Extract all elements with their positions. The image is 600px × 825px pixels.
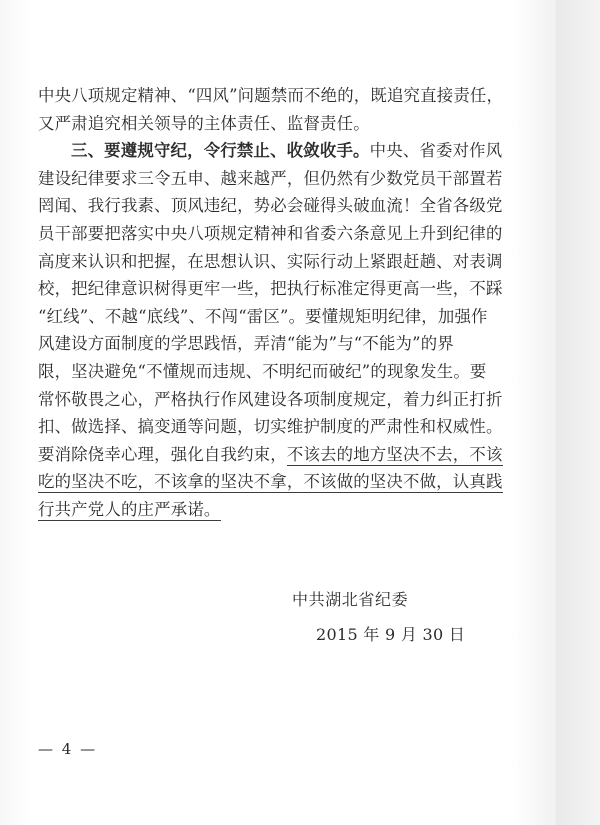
underlined-text: 行共产党人的庄严承诺。	[38, 499, 221, 519]
paragraph-2-line-14	[38, 496, 474, 524]
paragraph-2-first-rest: 中央、省委对作风	[369, 141, 503, 161]
document-body	[38, 82, 504, 524]
paragraph-2-line-1	[38, 137, 503, 165]
paragraph-1-line-2: 又严肃追究相关领导的主体责任、监督责任。	[38, 113, 370, 133]
underlined-text: 不该去的地方坚决不去，不该	[286, 444, 503, 464]
scan-margin	[556, 0, 600, 825]
paragraph-2-line-12	[38, 441, 503, 469]
paragraph-2-line: “红线”、不越“底线”、不闯“雷区”。要懂规矩明纪律，加强作	[38, 306, 488, 326]
underlined-text: 吃的坚决不吃，不该拿的坚决不拿，不该做的坚决不做，认真践	[38, 472, 503, 492]
paragraph-2-line: 员干部要把落实中央八项规定精神和省委六条意见上升到纪律的	[38, 223, 503, 243]
paragraph-2-line: 校，把纪律意识树得更牢一些，把执行标准定得更高一些，不踩	[38, 279, 503, 299]
paragraph-2-line: 扣、做选择、搞变通等问题，切实维护制度的严肃性和权威性。	[38, 417, 503, 437]
paragraph-2-line: 罔闻、我行我素、顶风违纪，势必会碰得头破血流！全省各级党	[38, 196, 503, 216]
paragraph-2-line-13	[38, 468, 503, 496]
line-12-prefix: 要消除侥幸心理，强化自我约束，	[38, 444, 287, 464]
paragraph-2-line: 常怀敬畏之心，严格执行作风建设各项制度规定，着力纠正打折	[38, 389, 503, 409]
paragraph-1-line-1: 中央八项规定精神、“四风”问题禁而不绝的，既追究直接责任，	[38, 86, 504, 105]
paragraph-2-line: 限，坚决避免“不懂规而违规、不明纪而破纪”的现象发生。要	[38, 361, 487, 381]
section-heading: 三、要遵规守纪，令行禁止、收敛收手。	[71, 141, 370, 161]
issuer-signature: 中共湖北省纪委	[292, 590, 409, 609]
paragraph-2-line: 建设纪律要求三令五申、越来越严，但仍然有少数党员干部置若	[38, 168, 503, 188]
paragraph-2-line: 高度来认识和把握，在思想认识、实际行动上紧跟赶趟、对表调	[38, 251, 503, 271]
page-number: — 4 —	[38, 740, 98, 758]
paragraph-2-line: 风建设方面制度的学思践悟，弄清“能为”与“不能为”的界	[38, 334, 454, 354]
issue-date: 2015 年 9 月 30 日	[316, 625, 466, 644]
